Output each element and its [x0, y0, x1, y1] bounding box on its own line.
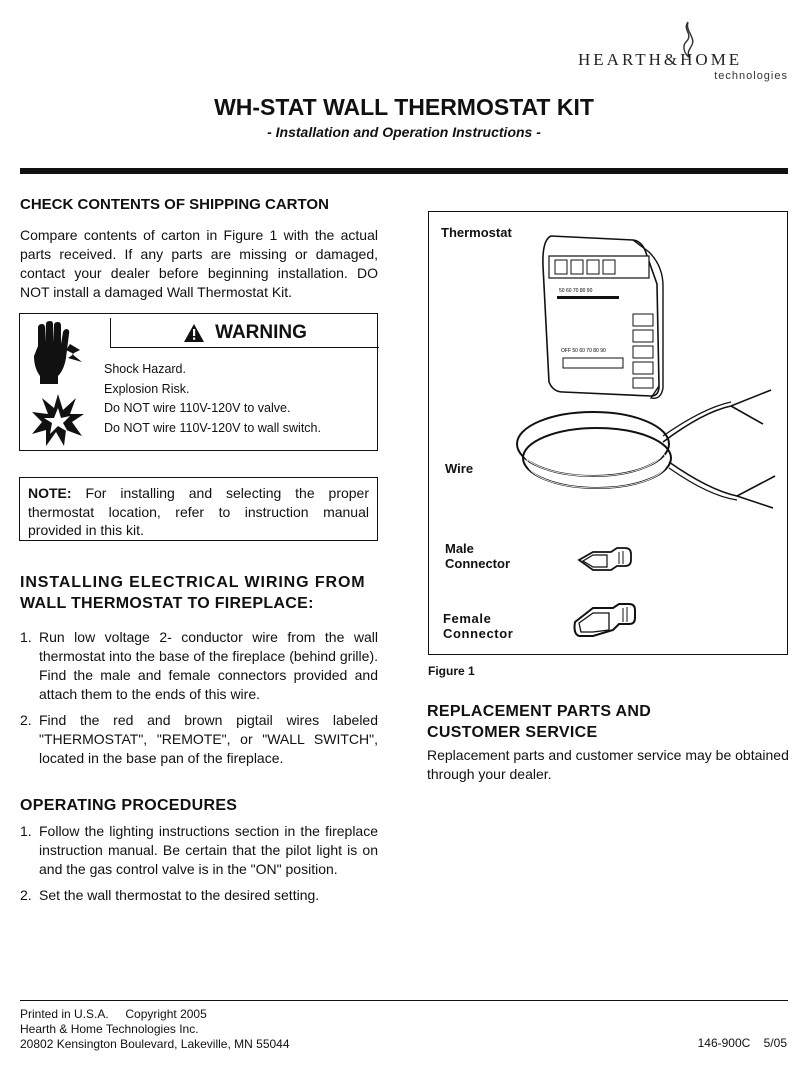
warning-list — [104, 360, 321, 438]
warning-header — [110, 318, 379, 348]
shock-hazard-icon — [30, 320, 82, 386]
warning-item: Do NOT wire 110V-120V to valve. — [104, 401, 291, 415]
list-item — [20, 711, 378, 768]
explosion-hazard-icon — [30, 392, 86, 448]
footer-company: Hearth & Home Technologies Inc. — [20, 1022, 199, 1036]
step-text: Find the red and brown pigtail wires labeled "THERMOSTAT", "REMOTE", or "WALL SWITCH", located in the base pan of the fireplace. — [39, 712, 378, 766]
male-connector-label: Male Connector — [445, 541, 510, 571]
alert-triangle-icon — [183, 323, 205, 343]
replacement-body: Replacement parts and customer service may be obtained through your dealer. — [427, 747, 789, 782]
figure-1-box — [428, 211, 788, 655]
thermostat-label: Thermostat — [441, 225, 512, 240]
logo-text: HEARTH&HOME — [578, 50, 743, 69]
check-contents-body: Compare contents of carton in Figure 1 with the actual parts received. If any parts are missing or damaged, contact your dealer before beginning installation. DO NOT install a damaged Wall Thermostat Kit. — [20, 227, 378, 300]
document-number: 146-900C 5/05 — [697, 1036, 787, 1050]
warning-item: Explosion Risk. — [104, 381, 190, 396]
list-item — [20, 886, 378, 905]
female-connector-label: Female Connector — [443, 611, 514, 641]
list-item — [20, 822, 378, 879]
footer-print-info: Printed in U.S.A. Copyright 2005 — [20, 1007, 207, 1021]
wiring-steps — [20, 628, 378, 768]
svg-text:50 60 70 80 90: 50 60 70 80 90 — [559, 288, 593, 294]
page-subtitle: - Installation and Operation Instructions - — [267, 124, 541, 140]
step-text: Set the wall thermostat to the desired setting. — [39, 887, 320, 903]
wiring-heading-line1: INSTALLING ELECTRICAL WIRING FROM — [20, 574, 366, 591]
step-text: Follow the lighting instructions section in the fireplace instruction manual. Be certain that the pilot light is on and the gas control valve is in the "ON" position. — [39, 823, 378, 877]
list-item — [20, 628, 378, 704]
wiring-heading-line2: WALL THERMOSTAT TO FIREPLACE: — [20, 595, 314, 612]
warning-title: WARNING — [215, 321, 307, 343]
step-number: 2. — [20, 712, 32, 728]
footer-divider — [20, 1000, 788, 1001]
page-title: WH-STAT WALL THERMOSTAT KIT — [214, 94, 594, 120]
footer-info — [20, 1007, 290, 1052]
replacement-heading: REPLACEMENT PARTS AND CUSTOMER SERVICE — [427, 703, 652, 741]
operating-heading: OPERATING PROCEDURES — [20, 797, 238, 814]
company-logo — [574, 20, 794, 84]
warning-box — [19, 313, 378, 451]
step-number: 1. — [20, 823, 32, 839]
step-number: 2. — [20, 887, 32, 903]
note-label: NOTE: — [28, 485, 72, 501]
step-text: Run low voltage 2- conductor wire from the wall thermostat into the base of the fireplace (behind grille). Find the male and female connectors provided and attach them to the ends of this wire. — [39, 629, 378, 702]
note-text: For installing and selecting the proper thermostat location, refer to instruction manual provided in this kit. — [28, 485, 369, 538]
wire-label: Wire — [445, 461, 474, 476]
svg-text:OFF 50 60 70 80 90: OFF 50 60 70 80 90 — [561, 348, 606, 354]
note-box — [19, 477, 378, 541]
figure-caption: Figure 1 — [428, 664, 475, 678]
logo-subtext: technologies — [714, 70, 788, 82]
operating-steps — [20, 822, 378, 905]
step-number: 1. — [20, 629, 32, 645]
female-connector-illustration — [569, 596, 639, 644]
male-connector-illustration — [575, 542, 635, 578]
wiring-heading — [20, 572, 378, 614]
footer-address: 20802 Kensington Boulevard, Lakeville, MN 55044 — [20, 1037, 290, 1051]
wire-illustration — [513, 372, 789, 522]
warning-item: Shock Hazard. — [104, 362, 186, 376]
header-divider — [20, 168, 788, 174]
check-contents-heading: CHECK CONTENTS OF SHIPPING CARTON — [20, 196, 329, 213]
warning-item: Do NOT wire 110V-120V to wall switch. — [104, 420, 321, 435]
